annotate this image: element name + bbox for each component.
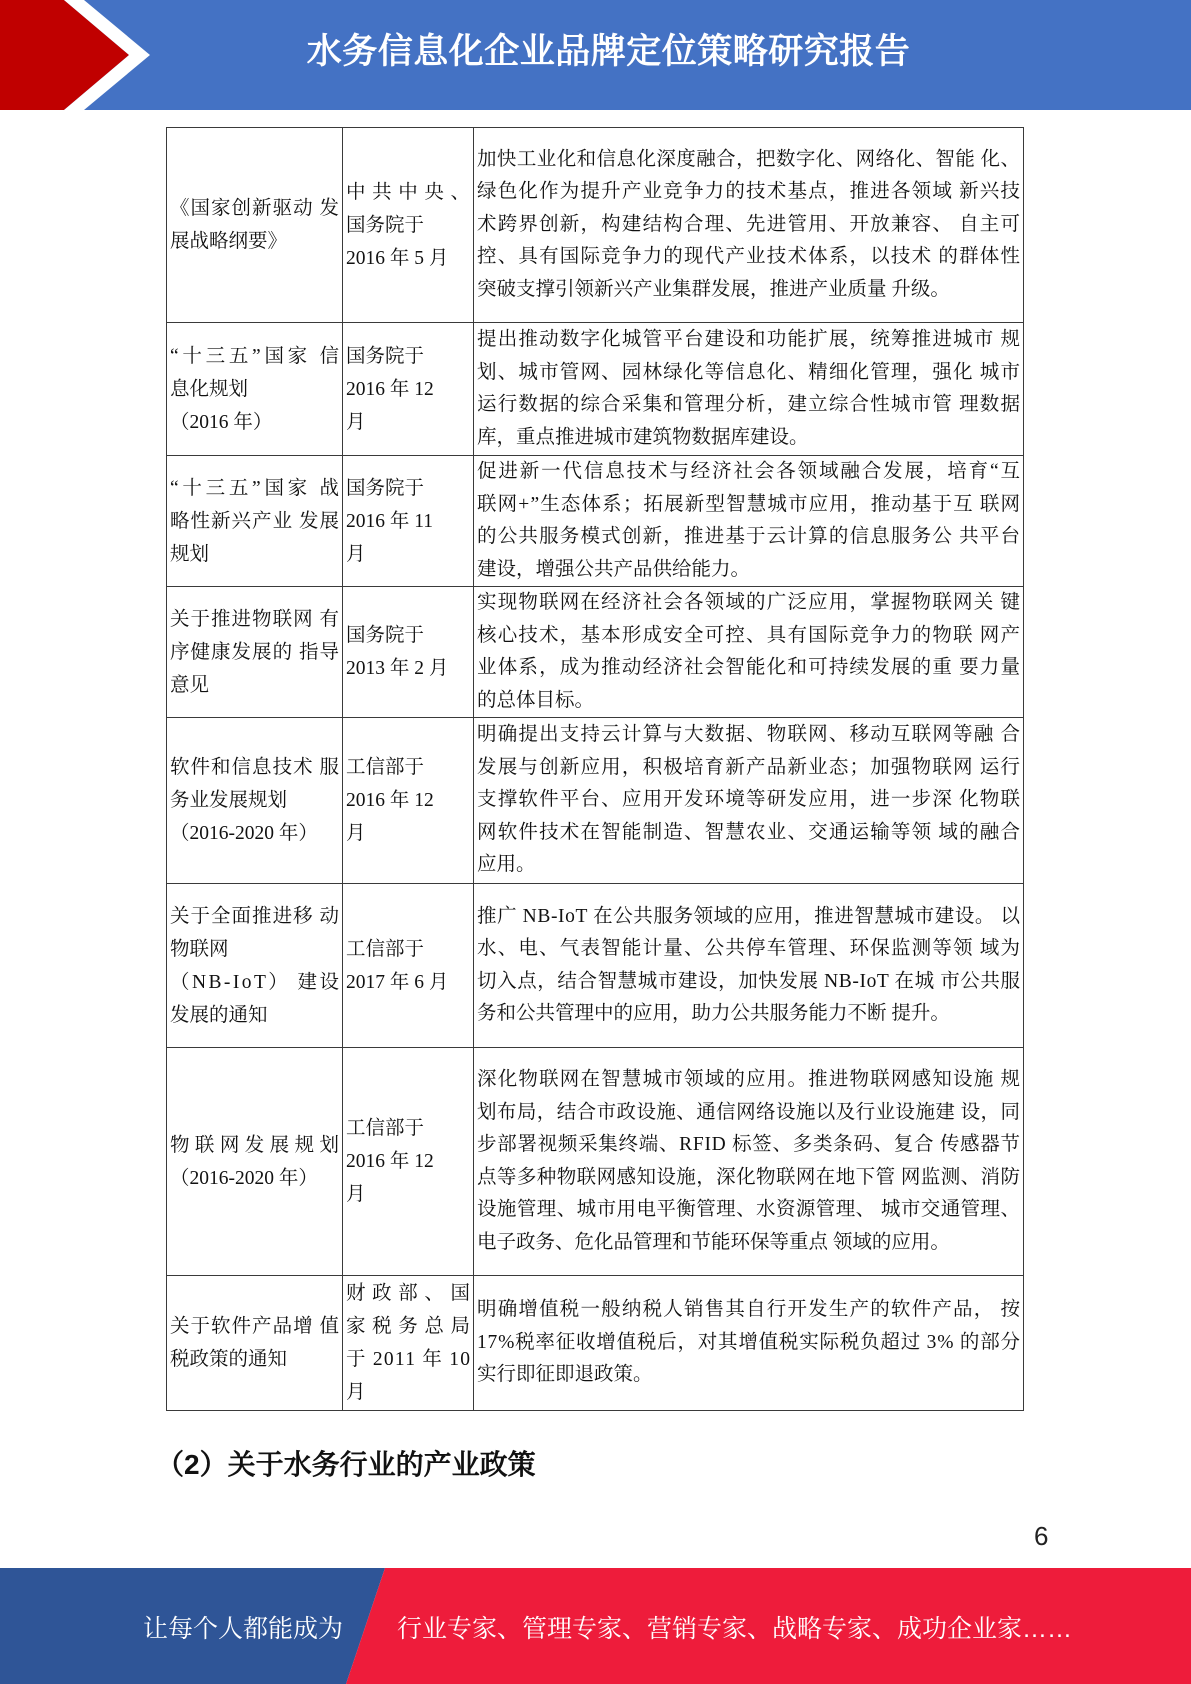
cell-text: 2017 年 6 月	[346, 971, 449, 993]
cell-text: 发展的通知	[170, 1004, 268, 1026]
policy-content-cell	[474, 128, 1024, 323]
cell-text-line	[170, 472, 343, 505]
cell-text: 划、城市管网、园林绿化等信息化、精细化管理，强化 城市	[477, 361, 1022, 383]
cell-text: 网软件技术在智能制造、智慧农业、交通运输等领 域的融合	[477, 821, 1022, 843]
cell-text-line	[346, 784, 470, 817]
cell-text-line	[477, 685, 1020, 718]
cell-text-line	[477, 1162, 1020, 1195]
issuing-body-cell	[343, 718, 474, 884]
cell-text-line	[346, 1112, 470, 1145]
cell-text: 关于全面推进移 动	[170, 905, 340, 927]
cell-text-line	[346, 966, 470, 999]
cell-text-line	[477, 241, 1020, 274]
cell-text: 水、电、气表智能计量、公共停车管理、环保监测等领 域为	[477, 938, 1022, 959]
policy-content-cell	[474, 456, 1024, 587]
footer-slogan-lead: 让每个人都能成为	[143, 1615, 344, 1643]
cell-text: 建设，增强公共产品供给能力。	[477, 558, 751, 580]
cell-text-line	[477, 176, 1020, 209]
cell-text-line	[170, 999, 339, 1032]
cell-text-line	[170, 669, 339, 702]
policy-name-cell	[167, 128, 343, 323]
cell-text: 促进新一代信息技术与经济社会各领域融合发展，培育“互	[477, 461, 1022, 482]
cell-text-line	[477, 521, 1020, 554]
cell-text: 绿色化作为提升产业竞争力的技术基点，推进各领域 新兴技	[477, 181, 1022, 203]
cell-text: 2013 年 2 月	[346, 658, 449, 679]
cell-text-line	[477, 719, 1020, 752]
cell-text: 财政部、国	[346, 1283, 477, 1304]
cell-text-line	[346, 209, 470, 242]
cell-text-line	[170, 340, 343, 373]
issuing-body-cell	[343, 128, 477, 323]
cell-text: “十三五”国家 战	[170, 477, 343, 499]
cell-text-line	[346, 340, 470, 373]
cell-text-line	[346, 1310, 477, 1343]
cell-text-line	[346, 242, 470, 275]
cell-text: 明确提出支持云计算与大数据、物联网、移动互联网等融 合	[477, 724, 1022, 746]
cell-text: 库，重点推进城市建筑物数据库建设。	[477, 426, 809, 448]
cell-text: 国务院于	[346, 345, 425, 367]
cell-text: 工信部于	[346, 938, 425, 960]
cell-text: 切入点，结合智慧城市建设，加快发展 NB-IoT 在城 市公共服	[477, 970, 1021, 992]
cell-text-line	[477, 456, 1020, 489]
cell-text: 《国家创新驱动 发	[170, 198, 340, 219]
cell-text: 物联网	[170, 938, 229, 960]
cell-text: （NB-IoT） 建设	[170, 971, 342, 993]
report-title: 水务信息化企业品牌定位策略研究报告	[306, 32, 911, 71]
cell-text-line	[477, 620, 1020, 653]
policy-name-cell	[167, 884, 343, 1048]
cell-text-line	[346, 538, 470, 571]
cell-text: 序健康发展的 指导	[170, 641, 340, 663]
cell-text: 明确增值税一般纳税人销售其自行开发生产的软件产品， 按	[477, 1299, 1022, 1321]
table-row	[167, 456, 1024, 587]
cell-text: 点等多种物联网感知设施，深化物联网在地下管 网监测、消防	[477, 1166, 1021, 1188]
page-number: 6	[1034, 1521, 1049, 1551]
cell-text: 推广 NB-IoT 在公共服务领域的应用，推进智慧城市建设。 以	[477, 905, 1021, 927]
cell-text-line	[477, 554, 1020, 587]
policy-name-cell	[167, 587, 343, 718]
cell-text-line	[477, 324, 1020, 357]
cell-text: 国务院于	[346, 214, 425, 236]
cell-text: 2016 年 12	[346, 790, 434, 811]
table-row	[167, 587, 1024, 718]
cell-text-line	[170, 784, 339, 817]
cell-text: （2016-2020 年）	[170, 823, 318, 844]
cell-text-line	[346, 619, 470, 652]
issuing-body-cell	[343, 587, 474, 718]
cell-text: 意见	[170, 674, 210, 696]
policy-content-cell	[474, 884, 1024, 1048]
cell-text-line	[170, 966, 342, 999]
cell-text: 实现物联网在经济社会各领域的广泛应用，掌握物联网关 键	[477, 592, 1022, 613]
cell-text-line	[346, 817, 470, 850]
cell-text-line	[170, 406, 339, 439]
cell-text-line	[477, 587, 1020, 620]
cell-text: 务和公共管理中的应用，助力公共服务能力不断 提升。	[477, 1003, 950, 1024]
cell-text-line	[346, 1376, 470, 1409]
section-heading: （2）关于水务行业的产业政策	[156, 1449, 536, 1480]
cell-text-line	[346, 505, 470, 538]
cell-text-line	[346, 472, 470, 505]
policy-table	[166, 127, 1024, 1411]
cell-text: 2016 年 5 月	[346, 247, 449, 269]
cell-text: 息化规划	[170, 378, 249, 400]
cell-text-line	[477, 817, 1020, 850]
cell-text-line	[477, 274, 1020, 307]
cell-text-line	[477, 209, 1020, 242]
policy-content-cell	[474, 323, 1024, 456]
cell-text-line	[346, 1277, 477, 1310]
cell-text: 业体系，成为推动经济社会智能化和可持续发展的重 要力量	[477, 657, 1022, 678]
cell-text: 核心技术，基本形成安全可控、具有国际竞争力的物联 网产	[477, 624, 1022, 646]
cell-text-line	[170, 192, 339, 225]
issuing-body-cell	[343, 1276, 477, 1411]
cell-text: 月	[346, 1382, 366, 1403]
footer-banner	[0, 1568, 1191, 1684]
cell-text-line	[170, 1129, 345, 1162]
policy-name-cell	[167, 1276, 343, 1411]
footer-slogan-roles: 行业专家、管理专家、营销专家、战略专家、成功企业家……	[397, 1615, 1073, 1643]
cell-text-line	[346, 406, 470, 439]
cell-text: 规划	[170, 543, 210, 565]
cell-text: 略性新兴产业 发展	[170, 510, 340, 532]
cell-text: 月	[346, 543, 366, 565]
policy-name-cell	[167, 456, 343, 587]
cell-text-line	[477, 933, 1020, 966]
cell-text-line	[170, 1343, 339, 1376]
cell-text-line	[477, 1359, 1020, 1392]
cell-text-line	[477, 849, 1020, 882]
policy-content-cell	[474, 587, 1024, 718]
table-row	[167, 718, 1024, 884]
policy-content-cell	[474, 1276, 1024, 1411]
table-row	[167, 884, 1024, 1048]
cell-text: 于 2011 年 10	[346, 1349, 472, 1370]
cell-text-line	[170, 900, 339, 933]
cell-text: 电子政务、危化品管理和节能环保等重点 领域的应用。	[477, 1231, 950, 1253]
cell-text-line	[477, 422, 1020, 455]
cell-text: 支撑软件平台、应用开发环境等研发应用，进一步深 化物联	[477, 789, 1022, 811]
cell-text-line	[170, 636, 339, 669]
cell-text: 关于软件产品增 值	[170, 1316, 340, 1337]
cell-text-line	[477, 1064, 1020, 1097]
policy-content-cell	[474, 1048, 1024, 1276]
cell-text-line	[170, 505, 339, 538]
policy-name-cell	[167, 718, 343, 884]
policy-name-cell	[167, 1048, 343, 1276]
cell-text-line	[170, 1310, 339, 1343]
cell-text-line	[477, 389, 1020, 422]
table-row	[167, 1276, 1024, 1411]
cell-text: 设施管理、城市用电平衡管理、水资源管理、 城市交通管理、	[477, 1199, 1021, 1220]
cell-text-line	[170, 373, 339, 406]
cell-text: 控、具有国际竞争力的现代产业技术体系，以技术 的群体性	[477, 246, 1022, 268]
cell-text-line	[170, 225, 339, 258]
cell-text-line	[170, 817, 339, 850]
cell-text: 展战略纲要》	[170, 231, 288, 252]
cell-text-line	[477, 652, 1020, 685]
cell-text: 运行数据的综合采集和管理分析，建立综合性城市管 理数据	[477, 394, 1022, 415]
cell-text: 月	[346, 411, 366, 433]
cell-text: （2016-2020 年）	[170, 1167, 318, 1189]
policy-name-cell	[167, 323, 343, 456]
cell-text: 步部署视频采集终端、RFID 标签、多类条码、复合 传感器节	[477, 1134, 1021, 1155]
cell-text-line	[170, 751, 339, 784]
cell-text-line	[170, 538, 339, 571]
policy-content-cell	[474, 718, 1024, 884]
cell-text: 务业发展规划	[170, 790, 288, 811]
cell-text: 2016 年 11	[346, 510, 434, 532]
cell-text-line	[346, 176, 477, 209]
table-row	[167, 128, 1024, 323]
cell-text: 软件和信息技术 服	[170, 757, 340, 778]
cell-text-line	[477, 489, 1020, 522]
cell-text: 术跨界创新，构建结构合理、先进管用、开放兼容、 自主可	[477, 213, 1022, 235]
cell-text: 关于推进物联网 有	[170, 608, 340, 630]
issuing-body-cell	[343, 456, 474, 587]
cell-text: 的总体目标。	[477, 689, 595, 711]
issuing-body-cell	[343, 323, 474, 456]
cell-text-line	[477, 1227, 1020, 1260]
cell-text-line	[346, 1178, 470, 1211]
cell-text: 中共中央、	[346, 181, 477, 203]
issuing-body-cell	[343, 1048, 474, 1276]
issuing-body-cell	[343, 884, 474, 1048]
cell-text-line	[477, 144, 1020, 177]
cell-text-line	[477, 1194, 1020, 1227]
table-row	[167, 1048, 1024, 1276]
cell-text-line	[477, 357, 1020, 390]
cell-text: “十三五”国家 信	[170, 345, 343, 367]
cell-text-line	[170, 1162, 339, 1195]
cell-text-line	[346, 652, 470, 685]
cell-text-line	[477, 966, 1020, 999]
cell-text-line	[346, 373, 470, 406]
cell-text-line	[477, 752, 1020, 785]
cell-text: 国务院于	[346, 477, 425, 499]
cell-text-line	[477, 998, 1020, 1031]
cell-text: 突破支撑引领新兴产业集群发展，推进产业质量 升级。	[477, 278, 950, 300]
cell-text-line	[170, 933, 339, 966]
cell-text: 国务院于	[346, 625, 425, 646]
cell-text: 物联网发展规划	[170, 1134, 345, 1156]
policy-table-body	[167, 128, 1024, 1411]
cell-text: 深化物联网在智慧城市领域的应用。推进物联网感知设施 规	[477, 1069, 1022, 1090]
report-header	[0, 0, 1191, 110]
table-row	[167, 323, 1024, 456]
cell-text-line	[477, 1294, 1020, 1327]
cell-text-line	[477, 784, 1020, 817]
cell-text: 家税务总局	[346, 1316, 477, 1337]
cell-text: 联网+”生态体系；拓展新型智慧城市应用，推动基于互 联网	[477, 493, 1022, 515]
cell-text: 提出推动数字化城管平台建设和功能扩展，统筹推进城市 规	[477, 329, 1022, 350]
cell-text-line	[346, 751, 470, 784]
cell-text: 工信部于	[346, 757, 425, 778]
cell-text-line	[477, 901, 1020, 934]
cell-text: 加快工业化和信息化深度融合，把数字化、网络化、智能 化、	[477, 148, 1021, 170]
cell-text: 月	[346, 1184, 366, 1205]
cell-text: 的公共服务模式创新，推进基于云计算的信息服务公 共平台	[477, 526, 1022, 547]
cell-text: 税政策的通知	[170, 1349, 288, 1370]
cell-text-line	[170, 603, 339, 636]
cell-text: 实行即征即退政策。	[477, 1364, 653, 1386]
cell-text: 划布局，结合市政设施、通信网络设施以及行业设施建 设，同	[477, 1101, 1021, 1123]
cell-text: 应用。	[477, 854, 536, 876]
cell-text-line	[346, 1145, 470, 1178]
cell-text-line	[346, 1343, 470, 1376]
cell-text-line	[477, 1129, 1020, 1162]
cell-text: 2016 年 12	[346, 378, 434, 400]
cell-text-line	[477, 1097, 1020, 1130]
cell-text: 17%税率征收增值税后，对其增值税实际税负超过 3% 的部分	[477, 1331, 1021, 1353]
cell-text: 发展与创新应用，积极培育新产品新业态；加强物联网 运行	[477, 756, 1022, 778]
cell-text: 2016 年 12	[346, 1151, 434, 1172]
cell-text: 月	[346, 823, 366, 844]
cell-text: 工信部于	[346, 1118, 425, 1139]
cell-text: （2016 年）	[170, 411, 273, 433]
cell-text-line	[346, 933, 470, 966]
cell-text-line	[477, 1327, 1020, 1360]
